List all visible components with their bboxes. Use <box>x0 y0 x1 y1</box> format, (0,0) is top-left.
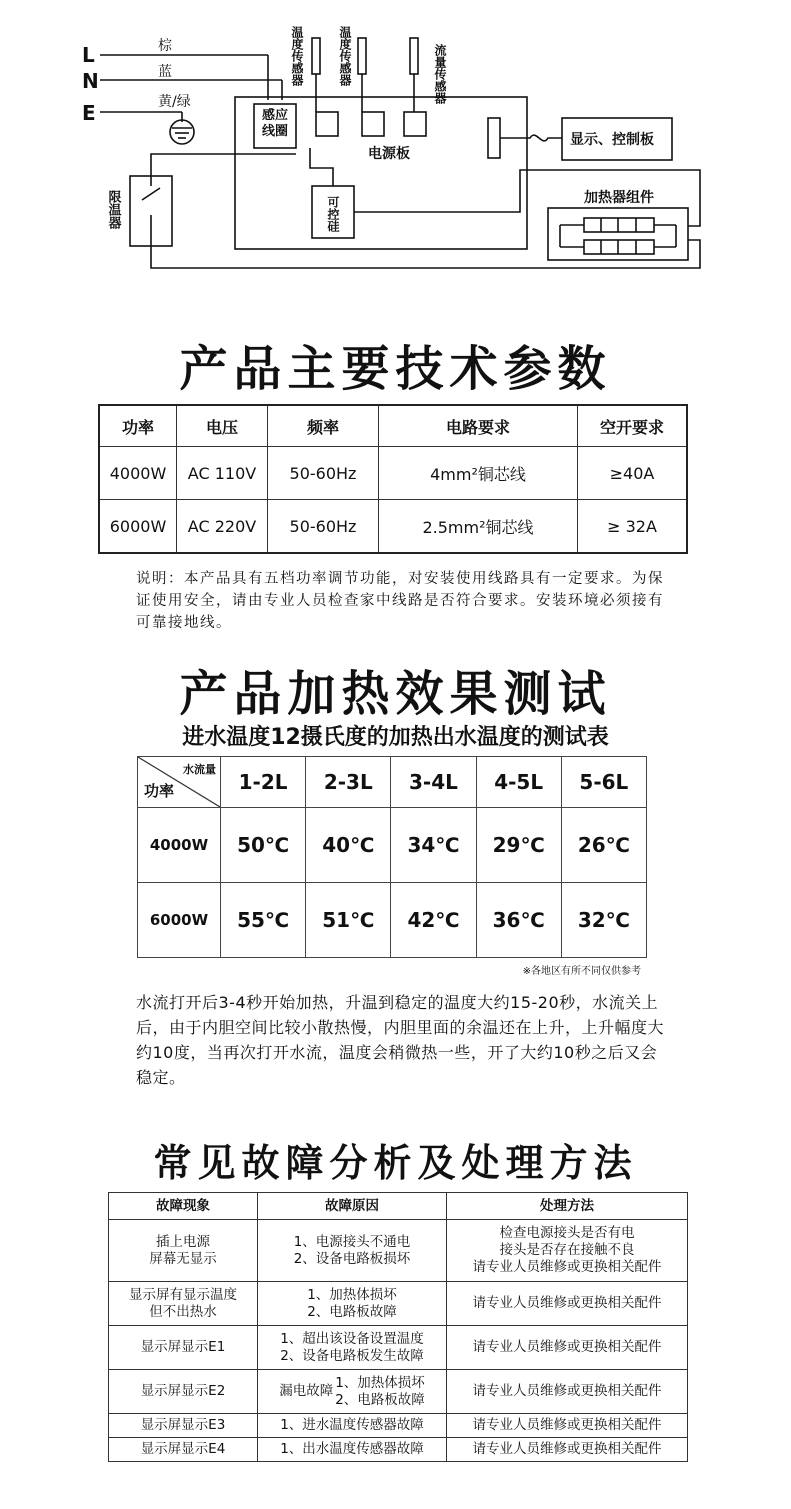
fault-method-cell: 请专业人员维修或更换相关配件 <box>447 1370 688 1414</box>
fault-symptom-cell: 显示屏显示E1 <box>109 1326 258 1370</box>
fault-method-cell: 请专业人员维修或更换相关配件 <box>447 1282 688 1326</box>
thermal-limiter-label: 限温器 <box>105 190 121 229</box>
table-row <box>138 808 647 883</box>
fault-cause-cell: 1、出水温度传感器故障 <box>258 1438 447 1462</box>
heat-power-cell: 4000W <box>138 808 221 883</box>
thyristor-label: 可控硅 <box>326 196 340 232</box>
fault-header-method: 处理方法 <box>447 1193 688 1220</box>
heat-temp-cell: 32℃ <box>561 883 646 958</box>
fault-cause-cell: 漏电故障 1、加热体损坏 2、电路板故障 <box>258 1370 447 1414</box>
spec-cell: ≥40A <box>578 447 688 500</box>
spec-header-frequency: 频率 <box>268 405 379 447</box>
sensor-1-label: 温度传感器 <box>290 26 304 86</box>
heat-subtitle: 进水温度12摄氏度的加热出水温度的测试表 <box>182 725 609 750</box>
table-row <box>109 1414 688 1438</box>
spec-table <box>98 404 688 554</box>
spec-cell: 2.5mm²铜芯线 <box>379 500 578 554</box>
fault-symptom-cell: 插上电源 屏幕无显示 <box>109 1220 258 1282</box>
heat-flow-header: 2-3L <box>306 757 391 808</box>
heat-temp-cell: 29℃ <box>476 808 561 883</box>
fault-method-cell: 检查电源接头是否有电 接头是否存在接触不良 请专业人员维修或更换相关配件 <box>447 1220 688 1282</box>
heat-temp-cell: 42℃ <box>391 883 476 958</box>
fault-cause-cell: 1、超出该设备设置温度 2、设备电路板发生故障 <box>258 1326 447 1370</box>
heat-paragraph: 水流打开后3-4秒开始加热，升温到稳定的温度大约15-20秒，水流关上后，由于内胆空间比较小散热慢，内胆里面的余温还在上升，上升幅度大约10度，当再次打开水流，温度会稍微热一些，开了大约10秒之后又会稳定。 <box>136 993 665 1087</box>
table-row <box>99 447 687 500</box>
heat-flow-header: 4-5L <box>476 757 561 808</box>
fault-method-cell: 请专业人员维修或更换相关配件 <box>447 1414 688 1438</box>
heat-title: 产品加热效果测试 <box>179 666 612 722</box>
sensor-3-label: 流量传感器 <box>433 44 447 104</box>
fault-method-cell: 请专业人员维修或更换相关配件 <box>447 1326 688 1370</box>
heat-temp-cell: 51℃ <box>306 883 391 958</box>
spec-cell: AC 220V <box>177 500 268 554</box>
fault-title: 常见故障分析及处理方法 <box>153 1141 638 1185</box>
wire-brown-label: 棕 <box>158 38 172 54</box>
spec-header-row <box>99 405 687 447</box>
heat-table <box>137 756 647 958</box>
table-row <box>138 883 647 958</box>
heat-header-row <box>138 757 647 808</box>
terminal-l-label: L <box>82 43 95 67</box>
table-row <box>99 500 687 554</box>
table-row <box>109 1282 688 1326</box>
induction-coil-label: 感应线圈 <box>261 108 288 139</box>
terminal-n-label: N <box>82 69 99 93</box>
heat-temp-cell: 40℃ <box>306 808 391 883</box>
spec-cell: AC 110V <box>177 447 268 500</box>
heat-flow-header: 1-2L <box>221 757 306 808</box>
wiring-diagram <box>0 0 791 290</box>
table-row <box>109 1438 688 1462</box>
heat-corner-cell <box>138 757 221 808</box>
fault-header-row <box>109 1193 688 1220</box>
fault-cause-cell: 1、进水温度传感器故障 <box>258 1414 447 1438</box>
fault-cause-lead: 漏电故障 <box>279 1383 334 1399</box>
table-row <box>109 1326 688 1370</box>
fault-cause-cell: 1、电源接头不通电 2、设备电路板损坏 <box>258 1220 447 1282</box>
spec-header-circuit: 电路要求 <box>379 405 578 447</box>
spec-title: 产品主要技术参数 <box>179 341 612 397</box>
heater-assembly-label: 加热器组件 <box>584 190 654 206</box>
heat-corner-top: 水流量 <box>183 763 216 776</box>
wire-earth-label: 黄/绿 <box>158 94 191 110</box>
spec-header-breaker: 空开要求 <box>578 405 688 447</box>
heat-footnote: ※各地区有所不同仅供参考 <box>522 966 641 977</box>
heat-flow-header: 5-6L <box>561 757 646 808</box>
fault-symptom-cell: 显示屏显示E3 <box>109 1414 258 1438</box>
table-row <box>109 1220 688 1282</box>
heat-temp-cell: 36℃ <box>476 883 561 958</box>
fault-header-cause: 故障原因 <box>258 1193 447 1220</box>
fault-cause-cell: 1、加热体损坏 2、电路板故障 <box>258 1282 447 1326</box>
spec-cell: 4mm²铜芯线 <box>379 447 578 500</box>
spec-header-power: 功率 <box>99 405 177 447</box>
spec-cell: 50-60Hz <box>268 447 379 500</box>
sensor-2-label: 温度传感器 <box>338 26 352 86</box>
power-board-label: 电源板 <box>368 146 410 162</box>
heat-temp-cell: 26℃ <box>561 808 646 883</box>
fault-header-symptom: 故障现象 <box>109 1193 258 1220</box>
heat-corner-bottom: 功率 <box>144 782 175 800</box>
spec-note: 说明：本产品具有五档功率调节功能，对安装使用线路具有一定要求。为保证使用安全，请由专业人员检查家中线路是否符合要求。安装环境必须接有可靠接地线。 <box>136 571 664 631</box>
fault-table <box>108 1192 688 1462</box>
spec-cell: 4000W <box>99 447 177 500</box>
fault-symptom-cell: 显示屏显示E2 <box>109 1370 258 1414</box>
heat-power-cell: 6000W <box>138 883 221 958</box>
fault-method-cell: 请专业人员维修或更换相关配件 <box>447 1438 688 1462</box>
table-row <box>109 1370 688 1414</box>
spec-cell: 50-60Hz <box>268 500 379 554</box>
display-board-label: 显示、控制板 <box>570 132 654 148</box>
heat-temp-cell: 34℃ <box>391 808 476 883</box>
terminal-e-label: E <box>82 101 96 125</box>
fault-symptom-cell: 显示屏显示E4 <box>109 1438 258 1462</box>
heat-temp-cell: 50℃ <box>221 808 306 883</box>
heat-flow-header: 3-4L <box>391 757 476 808</box>
heat-temp-cell: 55℃ <box>221 883 306 958</box>
spec-cell: ≥ 32A <box>578 500 688 554</box>
spec-header-voltage: 电压 <box>177 405 268 447</box>
spec-cell: 6000W <box>99 500 177 554</box>
fault-symptom-cell: 显示屏有显示温度 但不出热水 <box>109 1282 258 1326</box>
wire-blue-label: 蓝 <box>158 64 172 80</box>
